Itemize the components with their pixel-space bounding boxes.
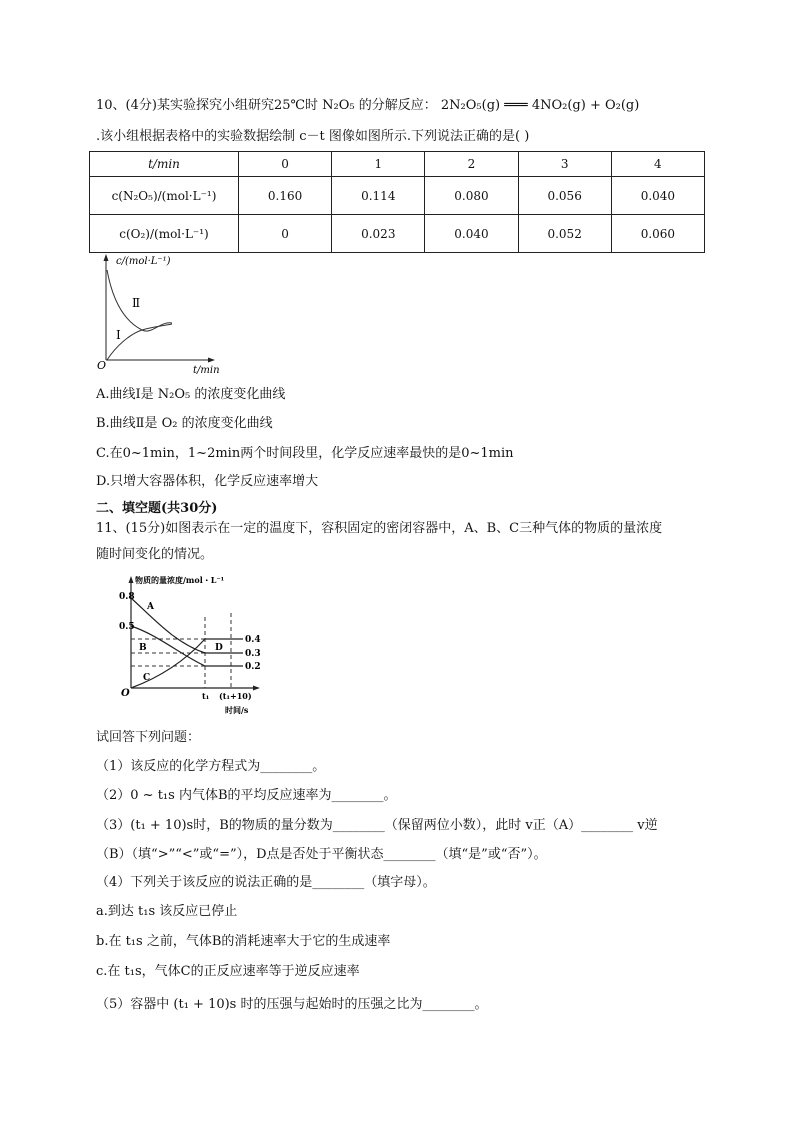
q11-part-3-line1: （3）(t₁ + 10)s时，B的物质的量分数为________（保留两位小数），此时 v正（A）________ v逆 <box>96 818 658 833</box>
q11-part-4: （4）下列关于该反应的说法正确的是________（填字母）。 <box>96 875 436 890</box>
q11-part-1: （1）该反应的化学方程式为________。 <box>96 759 326 774</box>
x-tick-t1-plus-10: (t₁+10) <box>219 691 252 701</box>
q11-part-3-line2: （B）（填“>”“<”或“=”），D点是否处于平衡状态________（填“是”或“否”）。 <box>96 847 547 862</box>
q11-part-2: （2）0 ~ t₁s 内气体B的平均反应速率为________。 <box>96 788 397 803</box>
table-header-cell: 1 <box>332 152 425 177</box>
q11-option-c: c.在 t₁s，气体C的正反应速率等于逆反应速率 <box>96 964 360 979</box>
section-heading: 二、填空题(共30分) <box>96 501 218 516</box>
q10-data-table <box>89 151 705 253</box>
x-tick-t1: t₁ <box>202 691 210 701</box>
q10-stem-line2: .该小组根据表格中的实验数据绘制 c－t 图像如图所示.下列说法正确的是( ) <box>96 129 530 144</box>
y-axis-arrow <box>104 254 109 261</box>
table-cell: 0.080 <box>425 177 518 215</box>
x-axis-label: 时间/s <box>225 705 249 715</box>
y-axis-label: 物质的量浓度/mol・L⁻¹ <box>135 575 225 585</box>
q10-option-d: D.只增大容器体积，化学反应速率增大 <box>96 474 319 489</box>
table-cell: 0.023 <box>332 215 425 253</box>
q11-option-a: a.到达 t₁s 该反应已停止 <box>96 904 238 919</box>
table-header-row <box>90 152 705 177</box>
table-row-label: c(O₂)/(mol·L⁻¹) <box>90 215 239 253</box>
table-row <box>90 215 705 253</box>
q10-option-a: A.曲线Ⅰ是 N₂O₅ 的浓度变化曲线 <box>96 387 286 402</box>
q11-prompt: 试回答下列问题： <box>96 730 201 745</box>
curve-c-label: C <box>143 673 151 683</box>
x-axis-arrow <box>208 358 215 363</box>
table-row <box>90 177 705 215</box>
right-tick-0-2: 0.2 <box>245 662 261 672</box>
table-cell: 0.060 <box>611 215 704 253</box>
table-row-label: c(N₂O₅)/(mol·L⁻¹) <box>90 177 239 215</box>
table-header-cell: 2 <box>425 152 518 177</box>
y-axis-label: c/(mol·L⁻¹) <box>116 256 171 267</box>
q10-option-b: B.曲线Ⅱ是 O₂ 的浓度变化曲线 <box>96 416 273 431</box>
q11-intro-line2: 随时间变化的情况。 <box>96 547 214 562</box>
origin-label: O <box>121 688 130 699</box>
y-tick-0-8: 0.8 <box>119 592 135 602</box>
curve-i-label: Ⅰ <box>116 328 121 342</box>
curve-a-label: A <box>147 602 154 612</box>
q11-part-5: （5）容器中 (t₁ + 10)s 时的压强与起始时的压强之比为________。 <box>96 997 488 1012</box>
q11-concentration-graph <box>113 573 268 718</box>
table-header-cell: 4 <box>611 152 704 177</box>
table-cell: 0.040 <box>425 215 518 253</box>
x-axis-label: t/min <box>193 365 220 374</box>
table-header-cell: 3 <box>518 152 611 177</box>
table-cell: 0 <box>239 215 332 253</box>
table-header-cell: t/min <box>90 152 239 177</box>
right-tick-0-3: 0.3 <box>245 649 261 659</box>
table-header-cell: 0 <box>239 152 332 177</box>
q10-stem-line1: 10、(4分)某实验探究小组研究25℃时 N₂O₅ 的分解反应： 2N₂O₅(g) ═══ 4NO₂(g) + O₂(g) <box>96 98 640 113</box>
y-tick-0-5: 0.5 <box>119 622 135 632</box>
q11-intro-line1: 11、(15分)如图表示在一定的温度下，容积固定的密闭容器中，A、B、C三种气体的物质的量浓度 <box>96 521 663 536</box>
q11-option-b: b.在 t₁s 之前，气体B的消耗速率大于它的生成速率 <box>96 934 391 949</box>
x-axis-arrow <box>253 686 260 691</box>
table-cell: 0.040 <box>611 177 704 215</box>
table-cell: 0.052 <box>518 215 611 253</box>
q10-concentration-graph <box>94 252 224 374</box>
point-d-label: D <box>215 643 223 653</box>
curve-b <box>131 626 243 666</box>
table-cell: 0.056 <box>518 177 611 215</box>
right-tick-0-4: 0.4 <box>245 635 261 645</box>
curve-ii-label: Ⅱ <box>132 296 141 310</box>
origin-label: O <box>97 359 107 372</box>
table-cell: 0.160 <box>239 177 332 215</box>
table-cell: 0.114 <box>332 177 425 215</box>
curve-b-label: B <box>139 643 147 653</box>
q10-option-c: C.在0~1min，1~2min两个时间段里，化学反应速率最快的是0~1min <box>96 446 514 461</box>
y-axis-arrow <box>129 576 134 583</box>
